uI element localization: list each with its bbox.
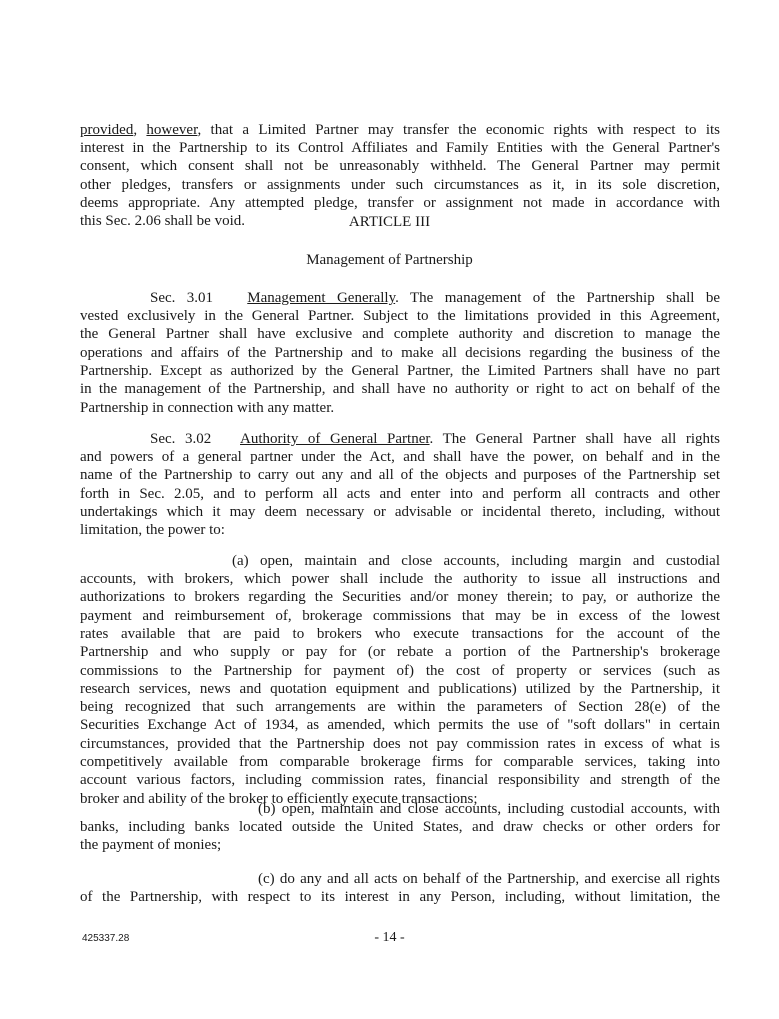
text: , <box>133 122 147 138</box>
provided-term: provided <box>80 122 134 138</box>
text-line: the payment of monies; <box>80 837 222 854</box>
article-heading: ARTICLE III <box>348 214 431 230</box>
text-line: operations and affairs of the Partnership and to make all decisions regarding the business of the <box>80 344 720 361</box>
text-line: research services, news and quotation equipment and publications) utilized by the Partnership, it <box>80 680 720 697</box>
text-line: Partnership and who supply or pay for (or rebate a portion of the Partnership's brokerage <box>80 644 720 661</box>
page-number: - 14 - <box>374 930 405 945</box>
text-line: commissions to the Partnership for payment of) the cost of property or services (such as <box>80 662 720 679</box>
text-line: competitively available from comparable brokerage firms for comparable services, taking into <box>80 754 720 770</box>
text-line: other pledges, transfers or assignments under such circumstances as it, in its sole discretion, <box>80 176 720 193</box>
section-number: Sec. 3.02 <box>150 431 212 447</box>
however-term: however <box>146 122 198 138</box>
text: . The management of the Partnership shall be <box>395 290 720 306</box>
text-line: Partnership in connection with any matter. <box>80 399 335 416</box>
text-line: broker and ability of the broker to efficiently execute transactions; <box>80 790 478 807</box>
text-line: Partnership. Except as authorized by the General Partner, the Limited Partners shall have no part <box>80 362 720 379</box>
text-line: vested exclusively in the General Partner. Subject to the limitations provided in this Agreement, <box>80 308 720 324</box>
text-line: payment and reimbursement of, brokerage commissions that may be in excess of the lowest <box>80 607 720 624</box>
text-line: account various factors, including commission rates, financial responsibility and strength of the <box>80 772 720 789</box>
text: . The General Partner shall have all rights <box>429 431 720 447</box>
text-line: circumstances, provided that the Partnership does not pay commission rates in excess of what is <box>80 735 720 752</box>
text-line: of the Partnership, with respect to its interest in any Person, including, without limitation, the <box>80 889 720 905</box>
text-line: this Sec. 2.06 shall be void. <box>80 213 245 230</box>
clause-a-first-line: (a) open, maintain and close accounts, including margin and custodial <box>232 553 720 569</box>
text-line: being recognized that such arrangements are within the parameters of Section 28(e) of the <box>80 699 720 716</box>
text-line: rates available that are paid to brokers who execute transactions for the account of the <box>80 625 720 642</box>
text-line: deems appropriate. Any attempted pledge, transfer or assignment not made in accordance with <box>80 194 720 211</box>
text-line: limitation, the power to: <box>80 522 225 539</box>
text-line: banks, including banks located outside the United States, and draw checks or other orders for <box>80 819 720 835</box>
article-title: Management of Partnership <box>306 252 473 268</box>
text-line: and powers of a general partner under the Act, and shall have the power, on behalf and in the <box>80 449 720 465</box>
document-id: 425337.28 <box>82 933 130 944</box>
section-number: Sec. 3.01 <box>150 290 214 306</box>
text-line: forth in Sec. 2.05, and to perform all acts and enter into and perform all contracts and other <box>80 485 720 502</box>
text: , that a Limited Partner may transfer the economic rights with respect to its <box>197 122 720 138</box>
text-line: consent, which consent shall not be unreasonably withheld. The General Partner may permit <box>80 158 720 175</box>
text-line: accounts, with brokers, which power shall include the authority to issue all instructions and <box>80 571 720 587</box>
text-line: authorizations to brokers regarding the Securities and/or money therein; to pay, or authorize the <box>80 589 720 606</box>
clause-c-first-line: (c) do any and all acts on behalf of the Partnership, and exercise all rights <box>258 871 720 887</box>
text-line: undertakings which it may deem necessary or advisable or incidental thereto, including, without <box>80 503 720 520</box>
clause-b-first-line: (b) open, maintain and close accounts, including custodial accounts, with <box>258 801 720 817</box>
text-line: interest in the Partnership to its Control Affiliates and Family Entities with the General Partner's <box>80 140 720 156</box>
text-line: name of the Partnership to carry out any and all of the objects and purposes of the Partnership set <box>80 467 720 484</box>
section-heading: Authority of General Partner <box>240 431 430 447</box>
text-line: the General Partner shall have exclusive and complete authority and discretion to manage the <box>80 326 720 343</box>
text-line: Securities Exchange Act of 1934, as amended, which permits the use of "soft dollars" in certain <box>80 717 720 734</box>
text-line <box>80 121 720 139</box>
section-heading: Management Generally <box>247 290 396 306</box>
sec-3-01-heading-line <box>150 289 720 307</box>
sec-3-02-heading-line <box>150 430 720 448</box>
text-line: in the management of the Partnership, and shall have no authority or right to act on behalf of the <box>80 381 720 398</box>
